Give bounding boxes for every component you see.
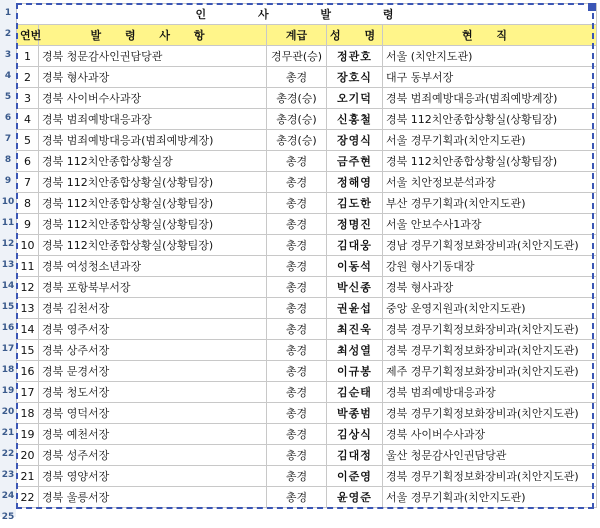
cell-post[interactable]: 경북 사이버수사과장	[39, 88, 267, 109]
cell-current[interactable]: 경북 경무기획정보화장비과(치안지도관)	[383, 340, 597, 361]
row-number[interactable]: 3	[4, 50, 12, 60]
cell-name[interactable]: 윤영준	[327, 487, 383, 508]
cell-no[interactable]: 9	[17, 214, 39, 235]
cell-no[interactable]: 15	[17, 340, 39, 361]
cell-current[interactable]: 중앙 운영지원과(치안지도관)	[383, 298, 597, 319]
cell-grade[interactable]: 총경	[267, 193, 327, 214]
cell-name[interactable]: 이준영	[327, 466, 383, 487]
cell-current[interactable]: 부산 경무기획과(치안지도관)	[383, 193, 597, 214]
table-row	[17, 193, 597, 214]
cell-grade[interactable]: 총경(승)	[267, 109, 327, 130]
cell-post[interactable]: 경북 112치안종합상황실장	[39, 151, 267, 172]
cell-name[interactable]: 최성열	[327, 340, 383, 361]
row-number[interactable]: 20	[1, 407, 15, 417]
cell-current[interactable]: 제주 경무기획정보화장비과(치안지도관)	[383, 361, 597, 382]
cell-no[interactable]: 12	[17, 277, 39, 298]
cell-grade[interactable]: 총경	[267, 424, 327, 445]
cell-no[interactable]: 2	[17, 67, 39, 88]
cell-no[interactable]: 13	[17, 298, 39, 319]
row-number[interactable]: 12	[1, 239, 15, 249]
cell-post[interactable]: 경북 형사과장	[39, 67, 267, 88]
cell-grade[interactable]: 총경	[267, 277, 327, 298]
cell-post[interactable]: 경북 김천서장	[39, 298, 267, 319]
cell-current[interactable]: 서울 안보수사1과장	[383, 214, 597, 235]
cell-grade[interactable]: 총경	[267, 67, 327, 88]
cell-post[interactable]: 경북 영덕서장	[39, 403, 267, 424]
row-number[interactable]: 13	[1, 260, 15, 270]
header-current[interactable]: 현 직	[383, 25, 597, 46]
cell-no[interactable]: 19	[17, 424, 39, 445]
cell-current[interactable]: 서울 치안정보분석과장	[383, 172, 597, 193]
row-number[interactable]: 2	[4, 29, 12, 39]
cell-grade[interactable]: 총경	[267, 382, 327, 403]
row-number[interactable]: 8	[4, 155, 12, 165]
cell-no[interactable]: 5	[17, 130, 39, 151]
cell-current[interactable]: 서울 경무기획과(치안지도관)	[383, 487, 597, 508]
cell-name[interactable]: 정관호	[327, 46, 383, 67]
header-row	[17, 25, 597, 46]
row-number[interactable]: 21	[1, 428, 15, 438]
cell-grade[interactable]: 총경	[267, 151, 327, 172]
cell-current[interactable]: 경북 형사과장	[383, 277, 597, 298]
cell-grade[interactable]: 총경	[267, 298, 327, 319]
cell-post[interactable]: 경북 상주서장	[39, 340, 267, 361]
cell-name[interactable]: 최진욱	[327, 319, 383, 340]
cell-post[interactable]: 경북 여성청소년과장	[39, 256, 267, 277]
table-row	[17, 445, 597, 466]
cell-post[interactable]: 경북 울릉서장	[39, 487, 267, 508]
row-number[interactable]: 22	[1, 449, 15, 459]
table-row	[17, 487, 597, 508]
table-row	[17, 466, 597, 487]
cell-no[interactable]: 7	[17, 172, 39, 193]
table-row	[17, 424, 597, 445]
cell-grade[interactable]: 경무관(승)	[267, 46, 327, 67]
cell-current[interactable]: 서울 (치안지도관)	[383, 46, 597, 67]
cell-grade[interactable]: 총경	[267, 214, 327, 235]
table-row	[17, 88, 597, 109]
cell-current[interactable]: 강원 형사기동대장	[383, 256, 597, 277]
table-row	[17, 382, 597, 403]
cell-post[interactable]: 경북 영양서장	[39, 466, 267, 487]
row-number[interactable]: 14	[1, 281, 15, 291]
cell-grade[interactable]: 총경	[267, 487, 327, 508]
cell-grade[interactable]: 총경	[267, 256, 327, 277]
cell-current[interactable]: 경북 경무기획정보화장비과(치안지도관)	[383, 403, 597, 424]
table-row	[17, 172, 597, 193]
cell-post[interactable]: 경북 112치안종합상황실(상황팀장)	[39, 235, 267, 256]
cell-no[interactable]: 6	[17, 151, 39, 172]
cell-no[interactable]: 18	[17, 403, 39, 424]
cell-name[interactable]: 김도한	[327, 193, 383, 214]
cell-no[interactable]: 4	[17, 109, 39, 130]
cell-post[interactable]: 경북 112치안종합상황실(상황팀장)	[39, 193, 267, 214]
sheet-title[interactable]: 인 사 발 령	[17, 4, 597, 25]
personnel-table	[16, 3, 597, 508]
cell-current[interactable]: 경북 경무기획정보화장비과(치안지도관)	[383, 319, 597, 340]
cell-name[interactable]: 정명진	[327, 214, 383, 235]
cell-name[interactable]: 이규봉	[327, 361, 383, 382]
cell-post[interactable]: 경북 청문감사인권담당관	[39, 46, 267, 67]
row-number[interactable]: 10	[1, 197, 15, 207]
cell-name[interactable]: 박신종	[327, 277, 383, 298]
cell-current[interactable]: 경북 사이버수사과장	[383, 424, 597, 445]
cell-name[interactable]: 박종범	[327, 403, 383, 424]
cell-grade[interactable]: 총경(승)	[267, 130, 327, 151]
header-post[interactable]: 발 령 사 항	[39, 25, 267, 46]
cell-no[interactable]: 22	[17, 487, 39, 508]
cell-post[interactable]: 경북 성주서장	[39, 445, 267, 466]
row-number[interactable]: 7	[4, 134, 12, 144]
cell-name[interactable]: 이동석	[327, 256, 383, 277]
cell-no[interactable]: 10	[17, 235, 39, 256]
cell-grade[interactable]: 총경	[267, 319, 327, 340]
cell-post[interactable]: 경북 포항북부서장	[39, 277, 267, 298]
cell-post[interactable]: 경북 112치안종합상황실(상황팀장)	[39, 214, 267, 235]
cell-name[interactable]: 김순태	[327, 382, 383, 403]
table-row	[17, 256, 597, 277]
cell-no[interactable]: 20	[17, 445, 39, 466]
cell-grade[interactable]: 총경	[267, 466, 327, 487]
cell-name[interactable]: 정해영	[327, 172, 383, 193]
cell-no[interactable]: 16	[17, 361, 39, 382]
cell-name[interactable]: 신홍철	[327, 109, 383, 130]
cell-current[interactable]: 경북 경무기획정보화장비과(치안지도관)	[383, 466, 597, 487]
cell-post[interactable]: 경북 범죄예방대응과장	[39, 109, 267, 130]
table-row	[17, 214, 597, 235]
table-row	[17, 151, 597, 172]
cell-no[interactable]: 1	[17, 46, 39, 67]
cell-no[interactable]: 21	[17, 466, 39, 487]
table-row	[17, 277, 597, 298]
row-number[interactable]: 1	[4, 8, 12, 18]
table-row	[17, 46, 597, 67]
cell-name[interactable]: 김상식	[327, 424, 383, 445]
header-name[interactable]: 성 명	[327, 25, 383, 46]
cell-grade[interactable]: 총경	[267, 403, 327, 424]
table-row	[17, 340, 597, 361]
cell-no[interactable]: 17	[17, 382, 39, 403]
table-row	[17, 67, 597, 88]
header-no[interactable]: 연번	[17, 25, 39, 46]
row-header-gutter	[0, 0, 16, 522]
cell-post[interactable]: 경북 범죄예방대응과(범죄예방계장)	[39, 130, 267, 151]
cell-current[interactable]: 경북 112치안종합상황실(상황팀장)	[383, 109, 597, 130]
table-row	[17, 298, 597, 319]
cell-name[interactable]: 오기덕	[327, 88, 383, 109]
row-number[interactable]: 24	[1, 491, 15, 501]
cell-name[interactable]: 장호식	[327, 67, 383, 88]
cell-current[interactable]: 경북 범죄예방대응과(범죄예방계장)	[383, 88, 597, 109]
cell-current[interactable]: 경남 경무기획정보화장비과(치안지도관)	[383, 235, 597, 256]
cell-post[interactable]: 경북 예천서장	[39, 424, 267, 445]
cell-name[interactable]: 권윤섭	[327, 298, 383, 319]
cell-name[interactable]: 김대정	[327, 445, 383, 466]
cell-grade[interactable]: 총경	[267, 172, 327, 193]
cell-no[interactable]: 11	[17, 256, 39, 277]
table-row	[17, 109, 597, 130]
row-number[interactable]: 15	[1, 302, 15, 312]
row-number[interactable]: 9	[4, 176, 12, 186]
table-row	[17, 130, 597, 151]
cell-name[interactable]: 김대웅	[327, 235, 383, 256]
table-row	[17, 403, 597, 424]
title-row	[17, 4, 597, 25]
cell-current[interactable]: 울산 청문감사인권담당관	[383, 445, 597, 466]
header-grade[interactable]: 계급	[267, 25, 327, 46]
row-number[interactable]: 25	[1, 512, 15, 522]
row-number[interactable]: 18	[1, 365, 15, 375]
cell-grade[interactable]: 총경	[267, 445, 327, 466]
table-row	[17, 319, 597, 340]
row-number[interactable]: 6	[4, 113, 12, 123]
row-number[interactable]: 16	[1, 323, 15, 333]
cell-grade[interactable]: 총경	[267, 235, 327, 256]
cell-post[interactable]: 경북 112치안종합상황실(상황팀장)	[39, 172, 267, 193]
cell-current[interactable]: 경북 112치안종합상황실(상황팀장)	[383, 151, 597, 172]
cell-name[interactable]: 장영식	[327, 130, 383, 151]
cell-post[interactable]: 경북 영주서장	[39, 319, 267, 340]
row-number[interactable]: 11	[1, 218, 15, 228]
cell-current[interactable]: 경북 범죄예방대응과장	[383, 382, 597, 403]
row-number[interactable]: 4	[4, 71, 12, 81]
selection-handle[interactable]	[588, 3, 596, 11]
cell-grade[interactable]: 총경	[267, 340, 327, 361]
row-number[interactable]: 5	[4, 92, 12, 102]
row-number[interactable]: 19	[1, 386, 15, 396]
table-row	[17, 235, 597, 256]
row-number[interactable]: 17	[1, 344, 15, 354]
cell-no[interactable]: 14	[17, 319, 39, 340]
cell-grade[interactable]: 총경(승)	[267, 88, 327, 109]
cell-name[interactable]: 금주현	[327, 151, 383, 172]
cell-no[interactable]: 8	[17, 193, 39, 214]
cell-post[interactable]: 경북 문경서장	[39, 361, 267, 382]
row-number[interactable]: 23	[1, 470, 15, 480]
cell-grade[interactable]: 총경	[267, 361, 327, 382]
cell-current[interactable]: 서울 경무기획과(치안지도관)	[383, 130, 597, 151]
table-row	[17, 361, 597, 382]
cell-current[interactable]: 대구 동부서장	[383, 67, 597, 88]
cell-post[interactable]: 경북 청도서장	[39, 382, 267, 403]
cell-no[interactable]: 3	[17, 88, 39, 109]
